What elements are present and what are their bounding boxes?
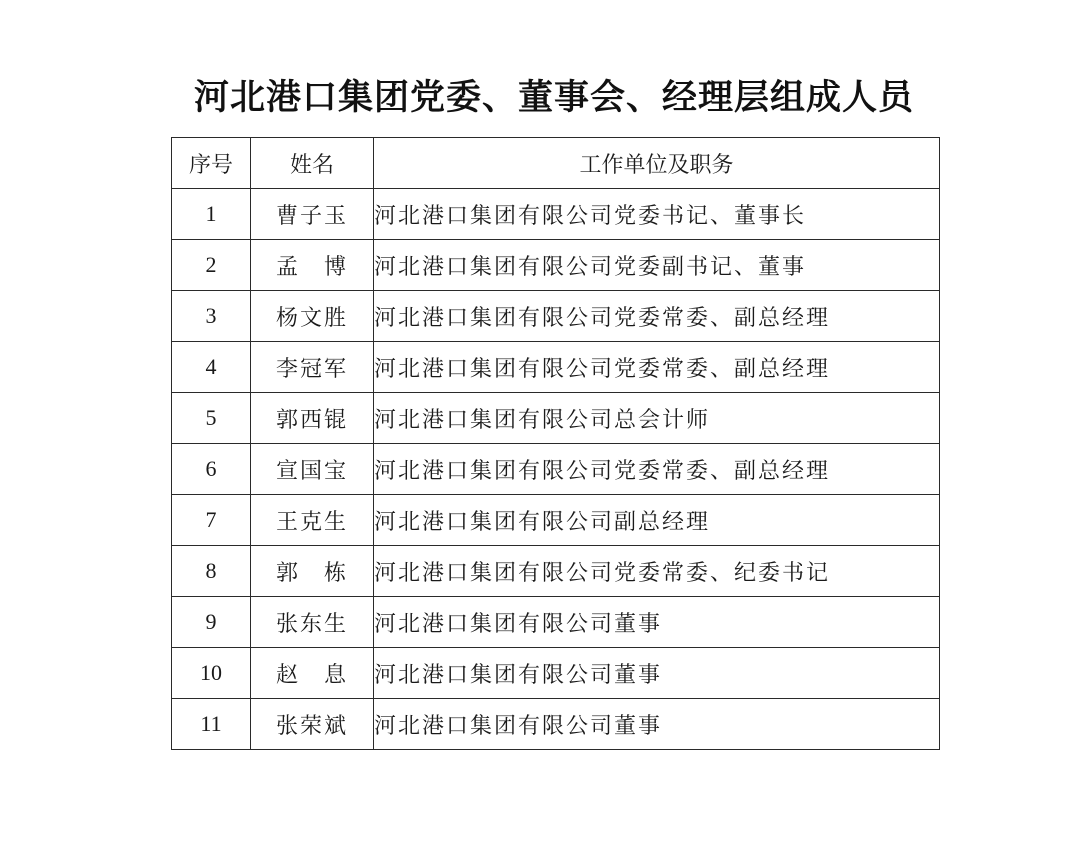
table-row: [172, 495, 940, 546]
row-serial-number: 6: [172, 444, 251, 495]
row-name: 孟 博: [251, 240, 374, 291]
table-row: [172, 240, 940, 291]
row-position: 河北港口集团有限公司总会计师: [374, 393, 940, 444]
members-table: [171, 137, 940, 750]
table-row: [172, 546, 940, 597]
row-name: 宣国宝: [251, 444, 374, 495]
row-serial-number: 4: [172, 342, 251, 393]
row-position: 河北港口集团有限公司党委常委、纪委书记: [374, 546, 940, 597]
table-row: [172, 393, 940, 444]
table-header-row: [172, 138, 940, 189]
table-row: [172, 291, 940, 342]
table-row: [172, 189, 940, 240]
row-name: 张荣斌: [251, 699, 374, 750]
row-position: 河北港口集团有限公司党委常委、副总经理: [374, 291, 940, 342]
row-name: 郭西锟: [251, 393, 374, 444]
table-row: [172, 444, 940, 495]
row-name: 曹子玉: [251, 189, 374, 240]
row-serial-number: 8: [172, 546, 251, 597]
row-name: 王克生: [251, 495, 374, 546]
header-name: 姓名: [251, 138, 374, 189]
row-position: 河北港口集团有限公司党委副书记、董事: [374, 240, 940, 291]
table-row: [172, 699, 940, 750]
row-position: 河北港口集团有限公司党委常委、副总经理: [374, 444, 940, 495]
row-serial-number: 2: [172, 240, 251, 291]
header-position: 工作单位及职务: [374, 138, 940, 189]
row-position: 河北港口集团有限公司董事: [374, 699, 940, 750]
row-serial-number: 10: [172, 648, 251, 699]
table-row: [172, 648, 940, 699]
header-serial-number: 序号: [172, 138, 251, 189]
row-name: 郭 栋: [251, 546, 374, 597]
row-position: 河北港口集团有限公司党委书记、董事长: [374, 189, 940, 240]
row-serial-number: 1: [172, 189, 251, 240]
table-row: [172, 597, 940, 648]
row-position: 河北港口集团有限公司董事: [374, 597, 940, 648]
row-name: 赵 息: [251, 648, 374, 699]
row-serial-number: 3: [172, 291, 251, 342]
row-name: 张东生: [251, 597, 374, 648]
document-title: 河北港口集团党委、董事会、经理层组成人员: [193, 78, 914, 118]
row-position: 河北港口集团有限公司董事: [374, 648, 940, 699]
row-serial-number: 11: [172, 699, 251, 750]
row-serial-number: 7: [172, 495, 251, 546]
row-position: 河北港口集团有限公司副总经理: [374, 495, 940, 546]
row-name: 杨文胜: [251, 291, 374, 342]
row-name: 李冠军: [251, 342, 374, 393]
row-position: 河北港口集团有限公司党委常委、副总经理: [374, 342, 940, 393]
table-row: [172, 342, 940, 393]
row-serial-number: 5: [172, 393, 251, 444]
row-serial-number: 9: [172, 597, 251, 648]
